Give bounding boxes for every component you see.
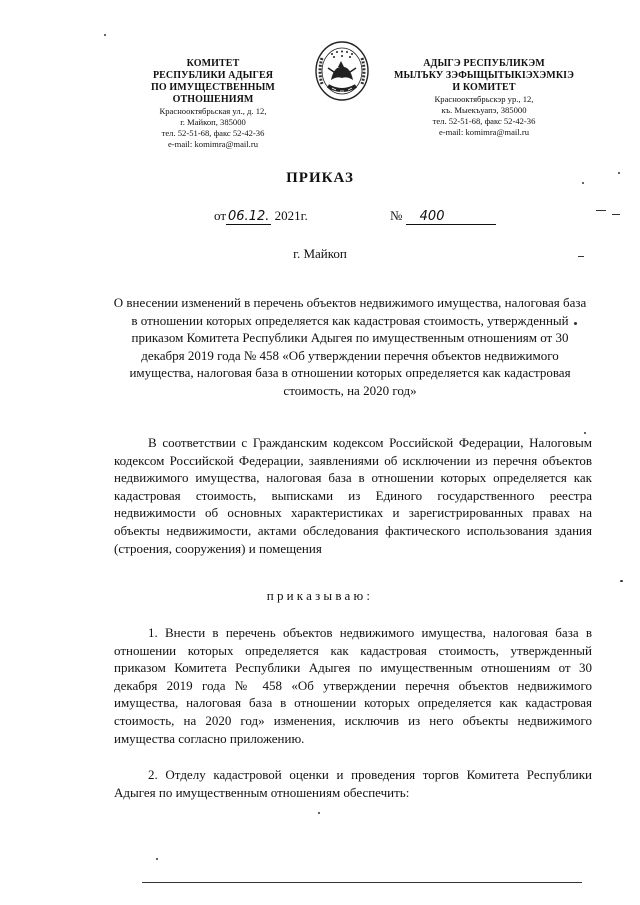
number-line	[390, 208, 496, 225]
handwritten-date: 06.12.	[228, 209, 270, 224]
header-left-phone: тел. 52-51-68, факс 52-42-36	[161, 128, 265, 138]
header-right-email: e-mail: komimra@mail.ru	[438, 127, 529, 137]
city-name: г. Майкоп	[293, 246, 347, 261]
header-right-line1: АДЫГЭ РЕСПУБЛИКЭМ	[423, 58, 545, 69]
date-prefix: от	[214, 208, 227, 223]
header-left-address: Краснооктябрьская ул., д. 12,	[159, 106, 267, 116]
scan-speck	[596, 210, 606, 211]
header-right-block	[378, 58, 590, 138]
date-year: 2021г.	[274, 208, 308, 223]
header-left-line1: КОМИТЕТ	[186, 58, 240, 69]
handwritten-number: 400	[406, 209, 496, 225]
header-right-line3: И КОМИТЕТ	[452, 82, 516, 93]
scan-speck	[612, 214, 620, 215]
footer-rule	[142, 882, 582, 883]
header-left-city: г. Майкоп, 385000	[180, 117, 246, 127]
scan-speck	[578, 256, 584, 257]
header-left-line2: РЕСПУБЛИКИ АДЫГЕЯ	[152, 70, 274, 81]
scan-speck	[618, 172, 620, 174]
orders-word: приказываю:	[266, 588, 374, 603]
scan-speck	[104, 34, 106, 36]
scan-speck	[584, 432, 586, 434]
header-right-phone: тел. 52-51-68, факс 52-42-36	[432, 116, 536, 126]
header-right-city: къ. Мыекъуапэ, 385000	[441, 105, 527, 115]
preamble-paragraph: В соответствии с Гражданским кодексом Российской Федерации, Налоговым кодексом Российской Федерации, заявлениями об исключении из перечня объектов недвижимого имущества, налоговая база в отношении которых определяется как кадастровая стоимость, выписками из Единого государственного реестра недвижимости об основных характеристиках и зарегистрированных правах на объекты недвижимости, актами обследования фактического использования здания (строения, сооружения) и помещения	[114, 435, 592, 556]
date-line	[214, 208, 308, 224]
item-1-paragraph: 1. Внести в перечень объектов недвижимого имущества, налоговая база в отношении которых определяется как кадастровая стоимость, утвержденный приказом Комитета Республики Адыгея по имущественным отношениям от 30 декабря 2019 года № 458 «Об утверждении перечня объектов недвижимого имущества, налоговая база в отношении которых определяется как кадастровая стоимость, на 2020 год» изменения, исключив из него объекты недвижимого имущества согласно приложению.	[114, 625, 592, 746]
header-left-email: e-mail: komimra@mail.ru	[167, 139, 258, 149]
adygea-coat-of-arms-icon	[314, 40, 370, 104]
header-left-line3: ПО ИМУЩЕСТВЕННЫМ ОТНОШЕНИЯМ	[151, 82, 275, 105]
number-prefix: №	[390, 208, 403, 223]
scan-speck	[620, 580, 623, 582]
header-right-line2: МЫЛЪКУ ЗЭФЫЩЫТЫКІЭХЭМКІЭ	[393, 70, 575, 81]
document-title: ПРИКАЗ	[286, 170, 354, 186]
item-2-paragraph: 2. Отделу кадастровой оценки и проведения торгов Комитета Республики Адыгея по имущественным отношениям обеспечить:	[114, 767, 592, 800]
scan-speck	[582, 182, 584, 184]
scan-speck	[156, 858, 158, 860]
order-subject: О внесении изменений в перечень объектов недвижимого имущества, налоговая база в отношении которых определяется как кадастровая стоимость, утвержденный приказом Комитета Республики Адыгея по имущественным отношениям от 30 декабря 2019 года № 458 «Об утверждении перечня объектов недвижимого имущества, налоговая база в отношении которых определяется как кадастровая стоимость, на 2020 год»	[113, 295, 587, 398]
header-right-address: Краснооктябрьскэр ур., 12,	[434, 94, 534, 104]
scan-speck	[318, 812, 320, 814]
header-left-block	[110, 58, 316, 150]
scan-speck	[574, 322, 577, 325]
